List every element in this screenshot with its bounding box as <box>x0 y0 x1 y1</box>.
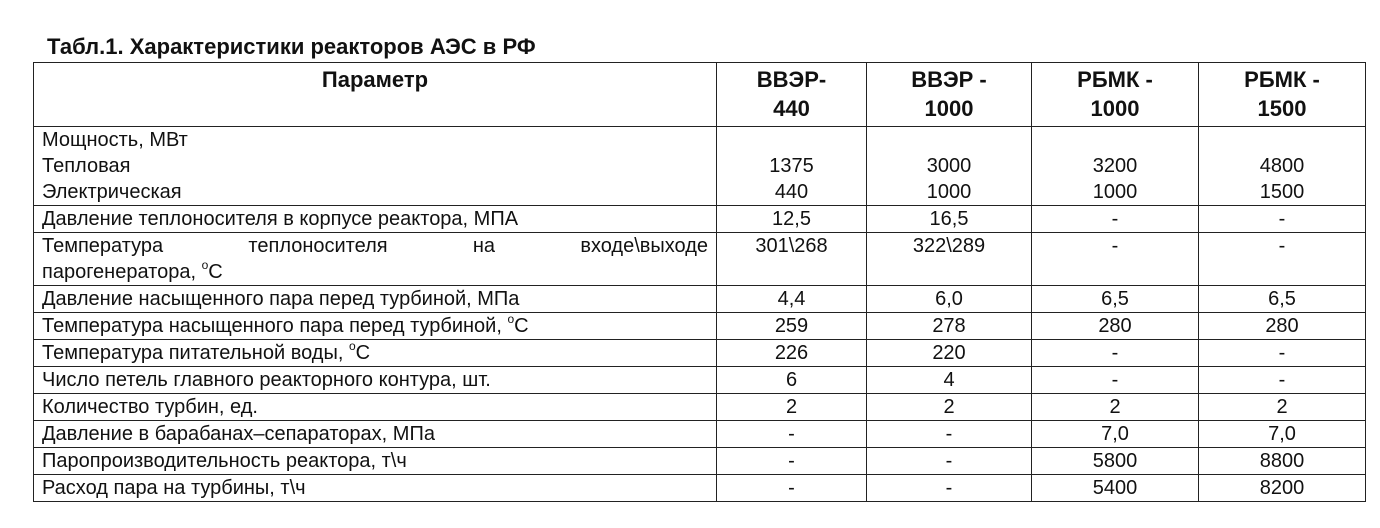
table-cell: 5800 <box>1032 448 1199 475</box>
column-header-line: 1000 <box>1090 96 1140 121</box>
column-header-vver-1000 <box>867 63 1032 127</box>
table-cell: - <box>1032 340 1199 367</box>
table-caption: Табл.1. Характеристики реакторов АЭС в РФ <box>47 34 536 59</box>
table-cell: 4 <box>867 367 1032 394</box>
table-cell <box>1199 127 1366 206</box>
column-header-rbmk-1000 <box>1032 63 1199 127</box>
power-thermal-value: 4800 <box>1259 155 1305 177</box>
table-row <box>34 421 1366 448</box>
column-header-line: 1500 <box>1257 96 1307 121</box>
row-label-line: парогенератора, $^o$С <box>42 258 223 283</box>
table-cell: - <box>1199 233 1366 286</box>
power-electric-value: 1500 <box>1259 181 1305 203</box>
table-row <box>34 394 1366 421</box>
table-cell: 5400 <box>1032 475 1199 502</box>
power-electric-value: 1000 <box>926 181 972 203</box>
table-row <box>34 367 1366 394</box>
table-cell: - <box>717 421 867 448</box>
table-cell: 16,5 <box>867 206 1032 233</box>
power-electric-value: 440 <box>774 181 809 203</box>
table-cell: 301\268 <box>717 233 867 286</box>
power-electric-label: Электрическая <box>42 181 182 203</box>
table-cell: 280 <box>1032 313 1199 340</box>
degree-symbol: o <box>507 312 515 327</box>
table-cell: 6,0 <box>867 286 1032 313</box>
row-label: Расход пара на турбины, т\ч <box>34 475 717 502</box>
degree-symbol: o <box>201 258 209 273</box>
table-cell: 6,5 <box>1032 286 1199 313</box>
table-cell: - <box>1199 206 1366 233</box>
power-thermal-label: Тепловая <box>42 155 131 177</box>
table-row <box>34 448 1366 475</box>
table-row <box>34 313 1366 340</box>
table-cell <box>717 127 867 206</box>
row-label: Паропроизводительность реактора, т\ч <box>34 448 717 475</box>
row-label: Давление в барабанах–сепараторах, МПа <box>34 421 717 448</box>
table-cell: 12,5 <box>717 206 867 233</box>
power-thermal-value: 1375 <box>769 155 814 177</box>
column-header-line: ВВЭР- <box>756 67 827 92</box>
table-row <box>34 233 1366 286</box>
table-cell: - <box>1032 367 1199 394</box>
power-electric-value: 1000 <box>1092 181 1138 203</box>
column-header-line: 1000 <box>924 96 974 121</box>
table-cell: - <box>867 448 1032 475</box>
power-thermal-value: 3200 <box>1092 155 1138 177</box>
row-label <box>34 233 717 286</box>
table-row <box>34 340 1366 367</box>
table-cell: 2 <box>717 394 867 421</box>
table-cell: 8800 <box>1199 448 1366 475</box>
table-cell: 259 <box>717 313 867 340</box>
table-cell: 2 <box>1032 394 1199 421</box>
table-row <box>34 475 1366 502</box>
table-cell: - <box>867 421 1032 448</box>
table-cell: 280 <box>1199 313 1366 340</box>
table-row <box>34 286 1366 313</box>
column-header-line: РБМК - <box>1244 67 1320 92</box>
table-row <box>34 206 1366 233</box>
table-cell: 2 <box>1199 394 1366 421</box>
row-label-line: Температура теплоносителя на входе\выходе <box>42 235 708 257</box>
row-label: Количество турбин, ед. <box>34 394 717 421</box>
column-header-line: РБМК - <box>1077 67 1153 92</box>
table-cell: - <box>717 448 867 475</box>
row-label: Температура питательной воды, $^o$С <box>34 340 717 367</box>
table-cell: 8200 <box>1199 475 1366 502</box>
header-row <box>34 63 1366 127</box>
row-label: Число петель главного реакторного контура, шт. <box>34 367 717 394</box>
power-label: Мощность, МВт <box>42 129 188 151</box>
column-header-parameter: Параметр <box>34 63 717 127</box>
table-cell: 6,5 <box>1199 286 1366 313</box>
column-header-rbmk-1500 <box>1199 63 1366 127</box>
table-cell: 6 <box>717 367 867 394</box>
degree-symbol: o <box>348 339 356 354</box>
table-cell: 278 <box>867 313 1032 340</box>
table-cell: - <box>1032 233 1199 286</box>
table-cell: 226 <box>717 340 867 367</box>
table-cell: 7,0 <box>1199 421 1366 448</box>
row-label: Температура насыщенного пара перед турбиной, $^o$С <box>34 313 717 340</box>
table-cell: 220 <box>867 340 1032 367</box>
reactor-characteristics-table <box>33 62 1366 502</box>
table-cell: - <box>1199 340 1366 367</box>
column-header-vver-440 <box>717 63 867 127</box>
table-cell: 4,4 <box>717 286 867 313</box>
table-cell: - <box>1032 206 1199 233</box>
table-cell: - <box>717 475 867 502</box>
column-header-line: 440 <box>773 96 810 121</box>
power-thermal-value: 3000 <box>926 155 972 177</box>
table-cell <box>1032 127 1199 206</box>
table-cell: 322\289 <box>867 233 1032 286</box>
table-row-power <box>34 127 1366 206</box>
column-header-line: ВВЭР - <box>911 67 987 92</box>
table-cell: - <box>867 475 1032 502</box>
table-cell <box>867 127 1032 206</box>
table-cell: - <box>1199 367 1366 394</box>
row-label-power <box>34 127 717 206</box>
table-cell: 2 <box>867 394 1032 421</box>
row-label: Давление насыщенного пара перед турбиной, МПа <box>34 286 717 313</box>
row-label: Давление теплоносителя в корпусе реактора, МПА <box>34 206 717 233</box>
table-cell: 7,0 <box>1032 421 1199 448</box>
